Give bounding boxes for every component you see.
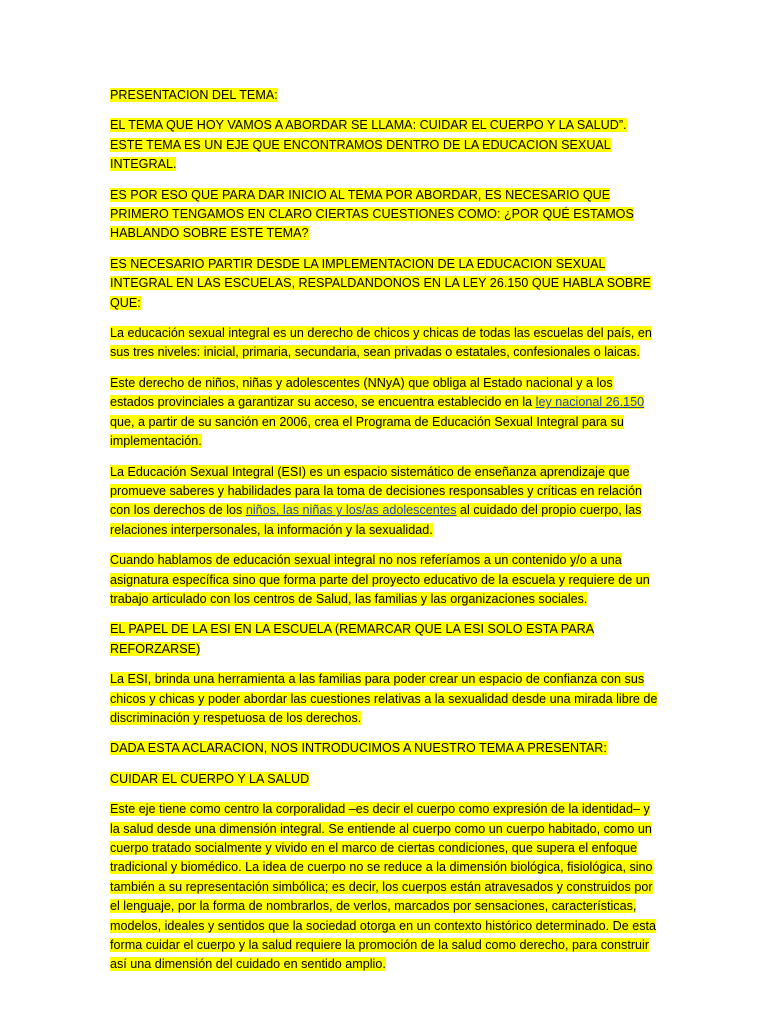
paragraph-corporalidad (110, 800, 658, 975)
paragraph-esi-definition (110, 463, 658, 541)
highlighted-text: EL TEMA QUE HOY VAMOS A ABORDAR SE LLAMA: CUIDAR EL CUERPO Y LA SALUD”. ESTE TEMA ES UN EJE QUE ENCONTRAMOS DENTRO DE LA EDUCACION SEXUAL INTEGRAL. (110, 118, 627, 172)
highlighted-text: Este derecho de niños, niñas y adolescentes (NNyA) que obliga al Estado nacional y a los estados provinciales a garantizar su acceso, se encuentra establecido en la (110, 375, 613, 410)
paragraph-law-reference (110, 255, 658, 313)
highlighted-text: CUIDAR EL CUERPO Y LA SALUD (110, 771, 310, 786)
highlighted-text: ES POR ESO QUE PARA DAR INICIO AL TEMA POR ABORDAR, ES NECESARIO QUE PRIMERO TENGAMOS EN CLARO CIERTAS CUESTIONES COMO: ¿POR QUÉ ESTAMOS HABLANDO SOBRE ESTE TEMA? (110, 187, 634, 241)
highlighted-text: La educación sexual integral es un derecho de chicos y chicas de todas las escuelas del país, en sus tres niveles: inicial, primaria, secundaria, sean privadas o estatales, confesionales o laicas. (110, 326, 652, 360)
link-ley-nacional[interactable]: ley nacional 26.150 (535, 395, 645, 410)
paragraph-introduction (110, 739, 658, 758)
highlighted-text: al cuidado del propio cuerpo, las relaciones interpersonales, la información y la sexualidad. (110, 503, 642, 537)
highlighted-text: ES NECESARIO PARTIR DESDE LA IMPLEMENTACION DE LA EDUCACION SEXUAL INTEGRAL EN LAS ESCUELAS, RESPALDANDONOS EN LA LEY 26.150 QUE HABLA SOBRE QUE: (110, 256, 651, 310)
paragraph-integral-content (110, 551, 658, 609)
highlighted-text: Este eje tiene como centro la corporalidad –es decir el cuerpo como expresión de la identidad– y la salud desde una dimensión integral. Se entiende al cuerpo como un cuerpo habitado, como un cuerpo tratado socialmente y vivido en el marco de ciertas condiciones, que supera el enfoque tradicional y biomédico. La idea de cuerpo no se reduce a la dimensión biológica, fisiológica, sino también a su representación simbólica; es decir, los cuerpos están atravesados y construidos por el lenguaje, por la forma de nombrarlos, de verlos, marcados por sensaciones, características, modelos, ideales y sentidos que la sociedad otorga en un contexto histórico determinado. De esta forma cuidar el cuerpo y la salud requiere la promoción de la salud como derecho, para construir así una dimensión del cuidado en sentido amplio. (110, 802, 657, 972)
paragraph-nnya-right (110, 374, 658, 452)
highlighted-text: PRESENTACION DEL TEMA: (110, 88, 278, 102)
highlighted-text: Cuando hablamos de educación sexual integral no nos referíamos a un contenido y/o a una asignatura específica sino que forma parte del proyecto educativo de la escuela y requiere de un trabajo articulado con los centros de Salud, las familias y las organizaciones sociales. (110, 553, 650, 606)
paragraph-esi-right (110, 324, 658, 363)
highlighted-text: DADA ESTA ACLARACION, NOS INTRODUCIMOS A NUESTRO TEMA A PRESENTAR: (110, 741, 607, 756)
paragraph-why-topic (110, 186, 658, 244)
highlighted-text: EL PAPEL DE LA ESI EN LA ESCUELA (REMARCAR QUE LA ESI SOLO ESTA PARA REFORZARSE) (110, 622, 595, 656)
document-page (110, 86, 658, 986)
link-ninos-ninas-adolescentes[interactable]: niños, las niñas y los/as adolescentes (245, 503, 457, 518)
subheading-cuidar-cuerpo (110, 770, 658, 789)
highlighted-text: que, a partir de su sanción en 2006, crea el Programa de Educación Sexual Integral para su implementación. (110, 414, 624, 449)
highlighted-text: La Educación Sexual Integral (ESI) es un espacio sistemático de enseñanza aprendizaje que promueve saberes y habilidades para la toma de decisiones responsables y críticas en relación con los derechos de los (110, 464, 643, 518)
paragraph-topic-intro (110, 116, 658, 174)
paragraph-esi-role (110, 620, 658, 659)
highlighted-text: La ESI, brinda una herramienta a las familias para poder crear un espacio de confianza con sus chicos y chicas y poder abordar las cuestiones relativas a la sexualidad desde una mirada libre de discriminación y respetuosa de los derechos. (110, 672, 658, 725)
paragraph-esi-families (110, 670, 658, 728)
section-heading (110, 86, 658, 105)
